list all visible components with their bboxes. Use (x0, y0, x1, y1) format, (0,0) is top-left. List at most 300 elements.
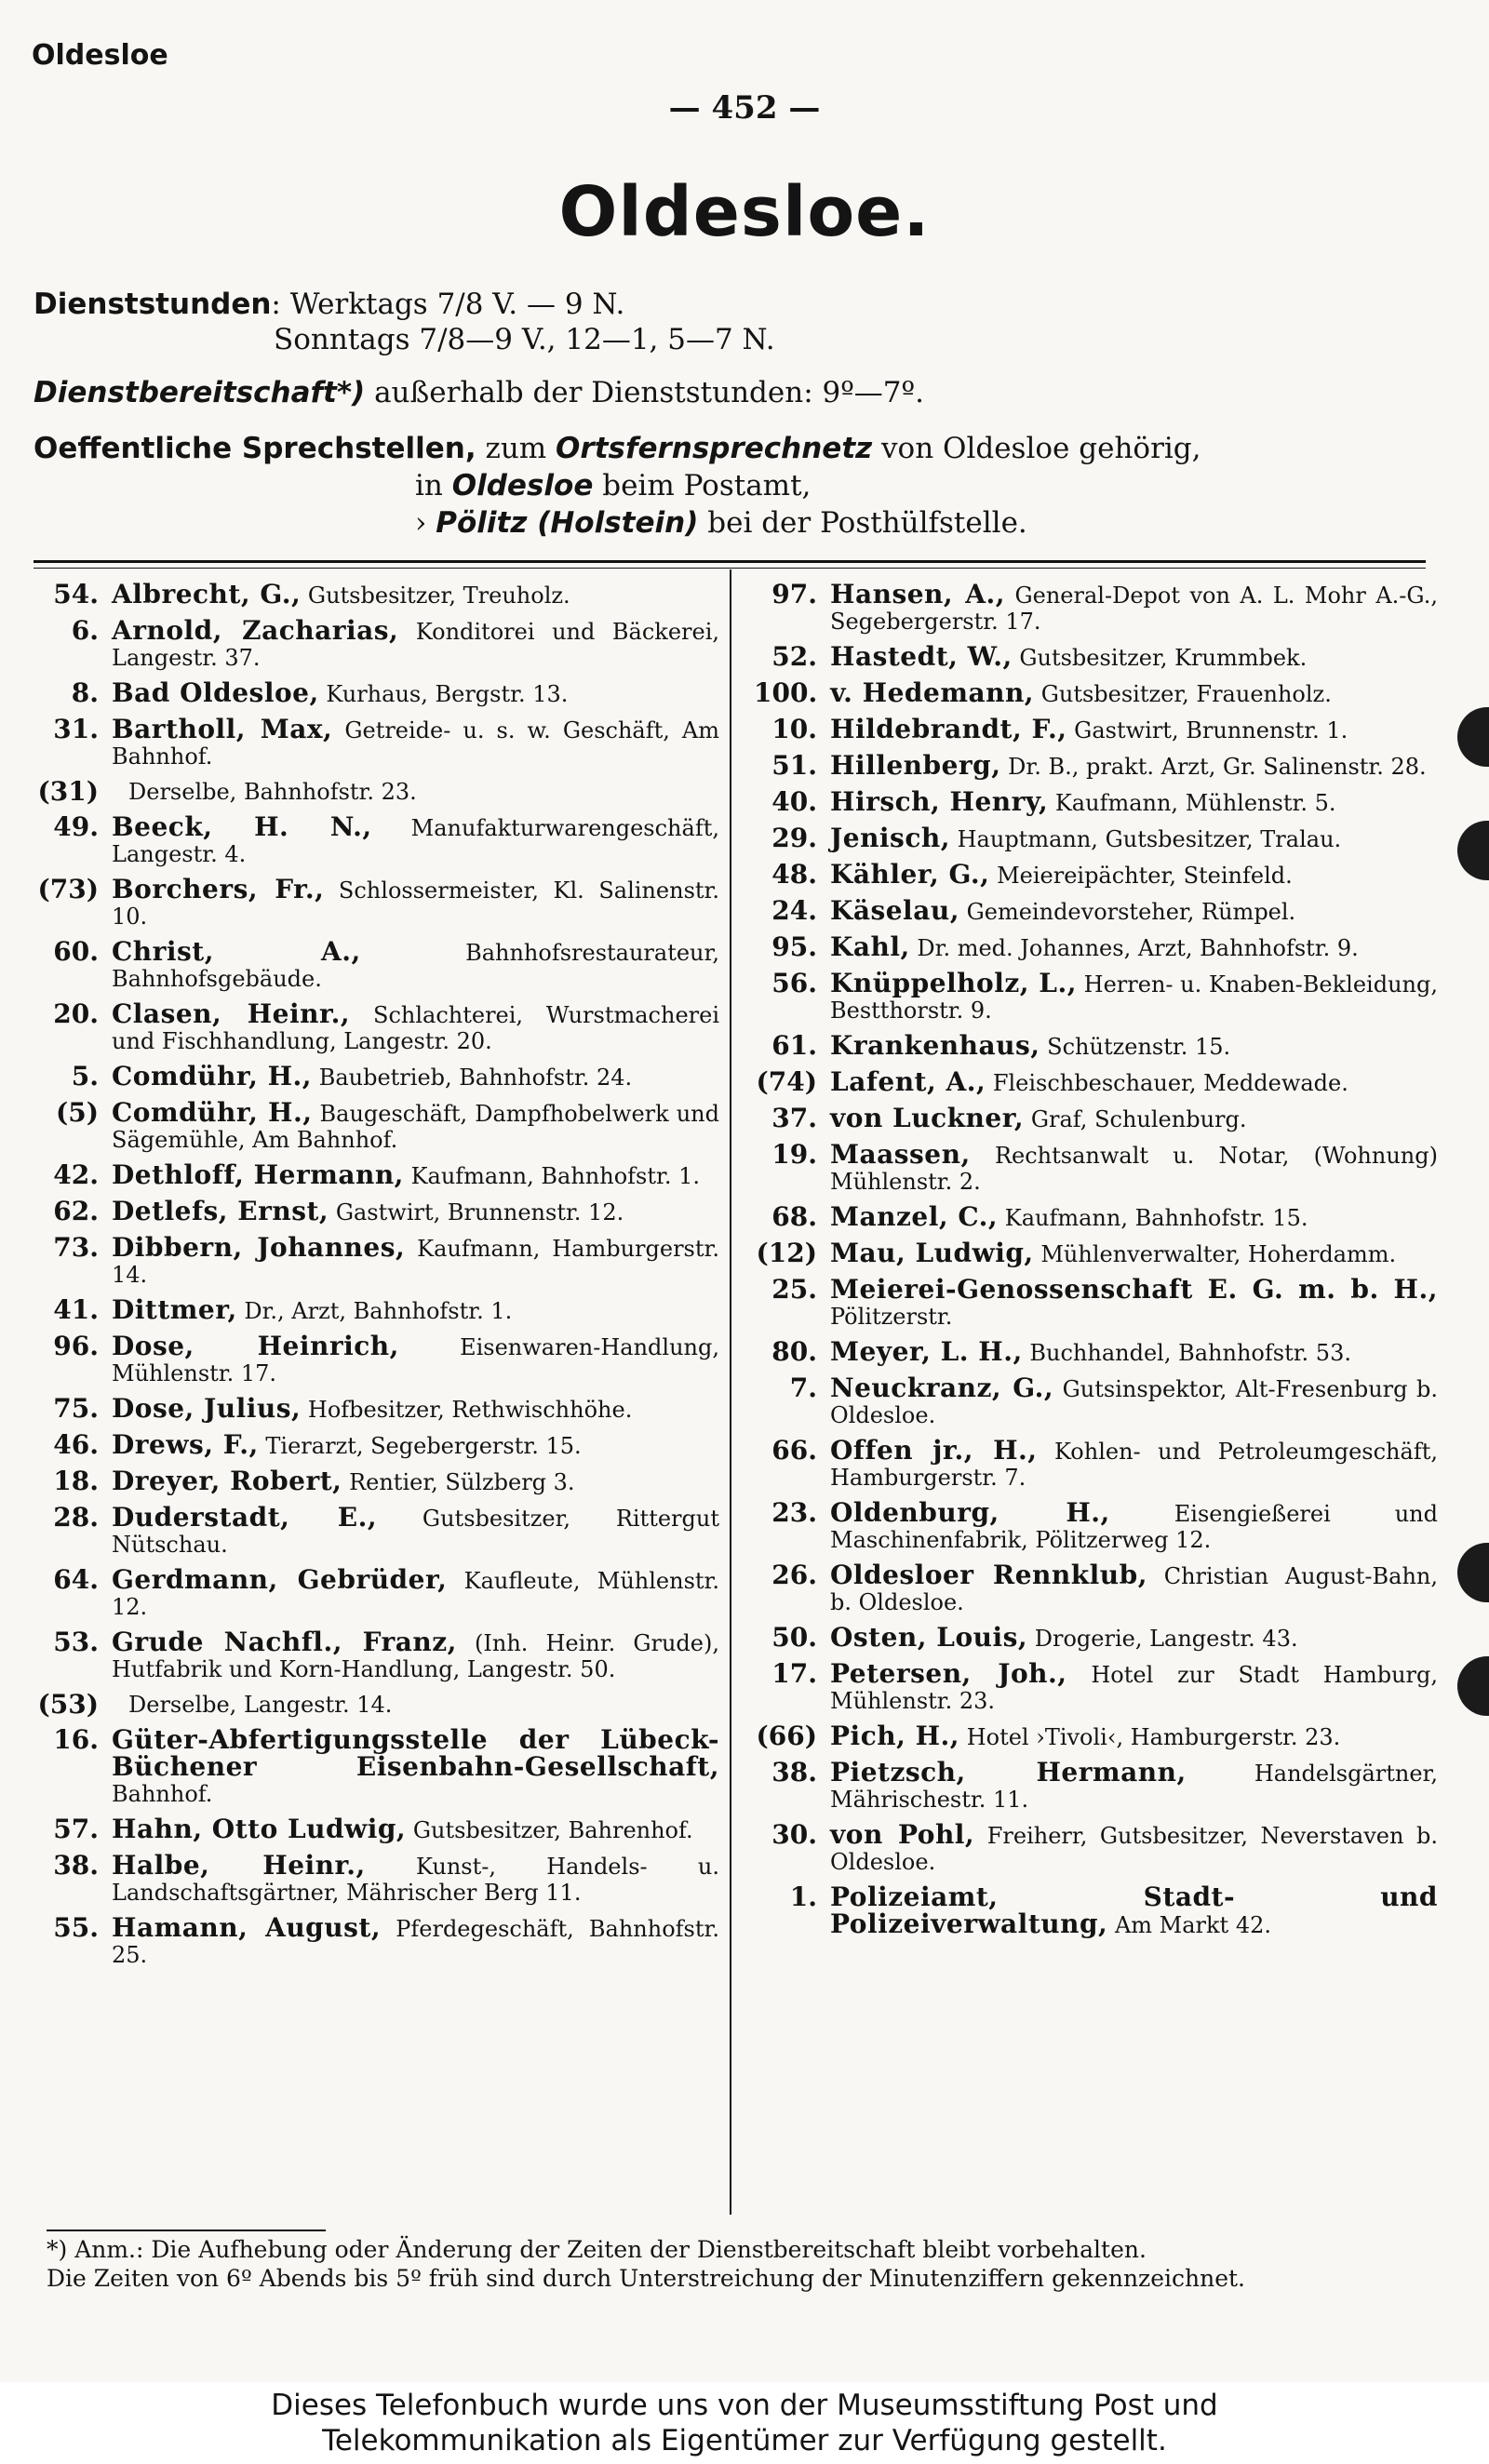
directory-entry (754, 1201, 1438, 1232)
subscriber-details: Dr. med. Johannes, Arzt, Bahnhofstr. 9. (917, 935, 1359, 961)
phone-number: (66) (756, 1721, 817, 1751)
subscriber-name: Hastedt, W., (830, 641, 1013, 672)
phone-number: 8. (71, 677, 99, 708)
subscriber-name: Duderstadt, E., (112, 1502, 378, 1533)
directory-entry (35, 1294, 719, 1325)
entry-text (830, 1622, 1438, 1653)
subscriber-details: Hauptmann, Gutsbesitzer, Tralau. (957, 826, 1342, 852)
public-phones-label: Oeffentliche Sprechstellen, (34, 432, 476, 465)
page-title: Oldesloe. (558, 172, 931, 252)
subscriber-name: Dreyer, Robert, (112, 1466, 342, 1496)
subscriber-name: Mau, Ludwig, (830, 1238, 1034, 1268)
entry-text (112, 1816, 719, 1843)
subscriber-details: Dr. B., prakt. Arzt, Gr. Salinenstr. 28. (1008, 754, 1427, 780)
directory-entry (35, 677, 719, 708)
subscriber-name: Pich, H., (830, 1721, 960, 1751)
directory-entry (35, 716, 719, 770)
subscriber-name: Käselau, (830, 895, 959, 926)
public-phones-section (34, 430, 1201, 542)
subscriber-details: Meiereipächter, Steinfeld. (997, 863, 1293, 889)
entry-text (830, 1105, 1438, 1132)
entry-text (112, 1692, 719, 1718)
directory-entry (35, 1629, 719, 1682)
phone-number: 96. (53, 1331, 99, 1361)
binder-hole (1457, 1656, 1489, 1716)
entry-text (830, 1562, 1438, 1615)
header-rule-thin (34, 568, 1426, 569)
phone-number: 31. (53, 714, 99, 744)
phone-number: (53) (37, 1689, 99, 1720)
footer-line-1: Dieses Telefonbuch wurde uns von der Museumsstiftung Post und (271, 2389, 1218, 2422)
location-suffix: bei der Posthülfstelle. (707, 506, 1027, 540)
entry-text (830, 1757, 1438, 1813)
entry-text (112, 615, 719, 671)
directory-entry (754, 1819, 1438, 1875)
directory-entry (35, 579, 719, 609)
directory-entry (754, 1497, 1438, 1553)
entry-text (830, 786, 1438, 817)
subscriber-details: Buchhandel, Bahnhofstr. 53. (1029, 1340, 1351, 1366)
subscriber-details: (Inh. Heinr. Grude), Hutfabrik und Korn-Handlung, Langestr. 50. (112, 1630, 719, 1682)
directory-entry (35, 1097, 719, 1153)
phone-number: 28. (53, 1502, 99, 1533)
subscriber-details: Eisengießerei und Maschinenfabrik, Pölitzerweg 12. (830, 1501, 1438, 1553)
subscriber-details: Bahnhof. (112, 1781, 213, 1807)
directory-entry (754, 1139, 1438, 1195)
subscriber-details: Handelsgärtner, Mährischestr. 11. (830, 1761, 1438, 1813)
subscriber-name: v. Hedemann, (830, 677, 1035, 708)
subscriber-name: Albrecht, G., (112, 579, 302, 609)
entry-text (830, 1336, 1438, 1367)
subscriber-details: Gemeindevorsteher, Rümpel. (966, 899, 1296, 925)
subscriber-name: Güter-Abfertigungsstelle der Lübeck-Büchener Eisenbahn-Gesellschaft, (112, 1724, 719, 1782)
entry-text (112, 1468, 719, 1495)
subscriber-details: Tierarzt, Segebergerstr. 15. (265, 1433, 582, 1459)
directory-entry (35, 1393, 719, 1424)
location-prefix: in (415, 469, 443, 502)
phone-number: 75. (53, 1393, 99, 1424)
footnote-line-2: Die Zeiten von 6º Abends bis 5º früh sind durch Unterstreichung der Minutenziffern gekennzeichnet. (47, 2265, 1246, 2292)
entry-text (112, 779, 719, 805)
entry-text (830, 1881, 1438, 1939)
subscriber-details: Kaufmann, Hamburgerstr. 14. (112, 1236, 719, 1288)
location-place: Pölitz (Holstein) (436, 506, 699, 540)
subscriber-name: Bartholl, Max, (112, 714, 333, 744)
phone-number: 54. (53, 579, 99, 609)
phone-number: 48. (771, 859, 817, 890)
directory-entry (754, 579, 1438, 635)
entry-text (830, 641, 1438, 672)
subscriber-details: Hofbesitzer, Rethwischhöhe. (307, 1397, 633, 1423)
phone-number: (12) (756, 1238, 817, 1268)
phone-number: 57. (53, 1814, 99, 1844)
directory-entry (35, 1159, 719, 1190)
subscriber-details: Am Markt 42. (1114, 1912, 1271, 1938)
phone-number: (74) (756, 1066, 817, 1097)
entry-text (112, 1850, 719, 1906)
entry-text (112, 1196, 719, 1226)
entry-text (112, 1912, 719, 1968)
subscriber-details: Derselbe, Bahnhofstr. 23. (128, 779, 417, 805)
subscriber-name: Hansen, A., (830, 579, 1005, 609)
entry-text (830, 677, 1438, 708)
phone-number: 26. (771, 1560, 817, 1590)
subscriber-details: Pölitzerstr. (830, 1304, 953, 1330)
subscriber-name: Detlefs, Ernst, (112, 1196, 329, 1226)
directory-entry (35, 1061, 719, 1091)
subscriber-name: Kähler, G., (830, 859, 990, 890)
left-column (35, 579, 719, 1977)
footnote-line-1: *) Anm.: Die Aufhebung oder Änderung der Zeiten der Dienstbereitschaft bleibt vorbehalten. (47, 2236, 1147, 2263)
phone-number: 52. (771, 641, 817, 672)
subscriber-details: Kunst-, Handels- u. Landschaftsgärtner, Mährischer Berg 11. (112, 1854, 719, 1906)
binder-hole (1457, 707, 1489, 767)
entry-text (830, 1375, 1438, 1428)
footer-notice (0, 2382, 1489, 2464)
directory-entry (754, 716, 1438, 743)
entry-text (830, 825, 1438, 852)
phone-number: 46. (53, 1429, 99, 1460)
standby-section (34, 376, 924, 409)
phone-number: (5) (56, 1097, 99, 1128)
subscriber-name: Clasen, Heinr., (112, 998, 351, 1029)
entry-text (112, 1333, 719, 1386)
subscriber-details: Hotel ›Tivoli‹, Hamburgerstr. 23. (966, 1724, 1341, 1750)
subscriber-details: Christian August-Bahn, b. Oldesloe. (830, 1563, 1438, 1615)
directory-entry (35, 811, 719, 867)
phone-number: 20. (53, 998, 99, 1029)
directory-entry (35, 1689, 719, 1720)
subscriber-details: Kohlen- und Petroleumgeschäft, Hamburgerstr. 7. (830, 1439, 1438, 1491)
phone-number: 18. (53, 1466, 99, 1496)
subscriber-name: Pietzsch, Hermann, (830, 1757, 1187, 1788)
subscriber-details: Pferdegeschäft, Bahnhofstr. 25. (112, 1916, 719, 1968)
phone-number: 73. (53, 1232, 99, 1263)
subscriber-details: Schützenstr. 15. (1047, 1034, 1231, 1060)
subscriber-name: Hirsch, Henry, (830, 786, 1049, 817)
subscriber-details: Gastwirt, Brunnenstr. 1. (1074, 717, 1348, 743)
subscriber-details: Gastwirt, Brunnenstr. 12. (335, 1199, 624, 1225)
subscriber-name: Halbe, Heinr., (112, 1850, 366, 1881)
entry-text (830, 1274, 1438, 1330)
subscriber-details: Konditorei und Bäckerei, Langestr. 37. (112, 619, 719, 671)
subscriber-name: Comdühr, H., (112, 1097, 313, 1128)
phone-number: 42. (53, 1159, 99, 1190)
phone-number: 80. (771, 1336, 817, 1367)
subscriber-name: Osten, Louis, (830, 1622, 1028, 1653)
phone-number: (31) (37, 776, 99, 807)
public-phones-text: zum (485, 432, 547, 465)
subscriber-details: Herren- u. Knaben-Bekleidung, Bestthorstr. 9. (830, 971, 1438, 1024)
subscriber-details: Kaufleute, Mühlenstr. 12. (112, 1568, 719, 1620)
phone-number: 16. (53, 1724, 99, 1755)
phone-number: 49. (53, 811, 99, 842)
phone-number: 60. (53, 936, 99, 967)
phone-number: 55. (53, 1912, 99, 1943)
subscriber-details: Hotel zur Stadt Hamburg, Mühlenstr. 23. (830, 1662, 1438, 1714)
subscriber-name: Meyer, L. H., (830, 1336, 1023, 1367)
subscriber-details: Gutsbesitzer, Treuholz. (307, 583, 570, 609)
subscriber-details: Baubetrieb, Bahnhofstr. 24. (318, 1065, 633, 1091)
subscriber-name: von Luckner, (830, 1103, 1025, 1133)
subscriber-name: Knüppelholz, L., (830, 968, 1077, 998)
directory-entry (754, 1723, 1438, 1750)
entry-text (830, 1030, 1438, 1061)
entry-text (830, 1658, 1438, 1714)
subscriber-details: Getreide- u. s. w. Geschäft, Am Bahnhof. (112, 717, 719, 770)
subscriber-name: Beeck, H. N., (112, 811, 372, 842)
phone-number: 51. (771, 750, 817, 781)
directory-entry (35, 1429, 719, 1460)
phone-number: 25. (771, 1274, 817, 1305)
subscriber-details: Eisenwaren-Handlung, Mühlenstr. 17. (112, 1334, 719, 1386)
entry-text (830, 1435, 1438, 1491)
subscriber-name: Gerdmann, Gebrüder, (112, 1564, 448, 1595)
service-hours-label: Dienststunden (34, 288, 272, 321)
phone-number: 56. (771, 968, 817, 998)
entry-text (112, 1724, 719, 1807)
entry-text (830, 895, 1438, 926)
subscriber-details: Rechtsanwalt u. Notar, (Wohnung) Mühlenstr. 2. (830, 1143, 1438, 1195)
entry-text (830, 1723, 1438, 1750)
phone-number: 5. (71, 1061, 99, 1091)
standby-label: Dienstbereitschaft*) (34, 376, 366, 409)
directory-entry (754, 750, 1438, 781)
standby-text: außerhalb der Dienststunden: 9º—7º. (374, 376, 924, 409)
subscriber-name: Grude Nachfl., Franz, (112, 1627, 457, 1657)
entry-text (112, 677, 719, 708)
phone-number: 6. (71, 615, 99, 646)
entry-text (112, 1429, 719, 1460)
subscriber-details: General-Depot von A. L. Mohr A.-G., Segebergerstr. 17. (830, 583, 1438, 635)
entry-text (830, 1201, 1438, 1232)
subscriber-name: Lafent, A., (830, 1066, 986, 1097)
entry-text (112, 716, 719, 770)
running-head: Oldesloe (32, 39, 168, 72)
entry-text (112, 1159, 719, 1190)
directory-entry (754, 1105, 1438, 1132)
column-divider (730, 569, 731, 2215)
directory-entry (754, 895, 1438, 926)
phone-number: 61. (771, 1030, 817, 1061)
footnote-rule (47, 2230, 326, 2231)
entry-text (830, 1240, 1438, 1267)
directory-entry (754, 1435, 1438, 1491)
subscriber-details: Drogerie, Langestr. 43. (1034, 1626, 1298, 1652)
directory-entry (754, 1562, 1438, 1615)
entry-text (112, 1061, 719, 1091)
directory-entry (754, 1274, 1438, 1330)
directory-entry (35, 1232, 719, 1288)
subscriber-name: Meierei-Genossenschaft E. G. m. b. H., (830, 1274, 1438, 1305)
entry-text (112, 1629, 719, 1682)
subscriber-name: Bad Oldesloe, (112, 677, 319, 708)
subscriber-details: Graf, Schulenburg. (1030, 1106, 1247, 1132)
directory-entry (35, 615, 719, 671)
location-place: Oldesloe (451, 469, 594, 502)
subscriber-details: Gutsinspektor, Alt-Fresenburg b. Oldesloe. (830, 1376, 1438, 1428)
phone-location-poelitz (34, 504, 1201, 542)
phone-number: 7. (789, 1373, 817, 1403)
directory-entry (754, 1757, 1438, 1813)
phone-number: 19. (771, 1139, 817, 1170)
phone-number: 37. (771, 1103, 817, 1133)
subscriber-name: Hamann, August, (112, 1912, 382, 1943)
phone-number: (73) (37, 874, 99, 904)
phone-number: 62. (53, 1196, 99, 1226)
directory-entry (35, 1564, 719, 1620)
directory-entry (754, 1622, 1438, 1653)
entry-text (112, 998, 719, 1054)
phone-number: 100. (754, 677, 818, 708)
phone-number: 53. (53, 1627, 99, 1657)
directory-entry (35, 1816, 719, 1843)
phone-number: 30. (771, 1819, 817, 1850)
entry-text (112, 1502, 719, 1558)
entry-text (112, 1393, 719, 1424)
directory-entry (754, 1375, 1438, 1428)
binder-hole (1457, 1543, 1489, 1602)
phone-number: 40. (771, 786, 817, 817)
footnote (47, 2235, 1442, 2293)
subscriber-details: Kaufmann, Bahnhofstr. 15. (1004, 1205, 1308, 1231)
phone-number: 41. (53, 1294, 99, 1325)
directory-entry (754, 1030, 1438, 1061)
subscriber-details: Gutsbesitzer, Bahrenhof. (412, 1817, 693, 1843)
subscriber-details: Bahnhofsrestaurateur, Bahnhofsgebäude. (112, 940, 719, 992)
subscriber-name: Neuckranz, G., (830, 1373, 1054, 1403)
subscriber-details: Rentier, Sülzberg 3. (349, 1469, 575, 1495)
directory-entry (35, 1333, 719, 1386)
directory-entry (754, 825, 1438, 852)
location-suffix: beim Postamt, (602, 469, 812, 502)
entry-text (830, 1497, 1438, 1553)
subscriber-name: von Pohl, (830, 1819, 975, 1850)
phone-number: 38. (53, 1850, 99, 1881)
subscriber-details: Fleischbeschauer, Meddewade. (992, 1070, 1348, 1096)
entry-text (830, 931, 1438, 962)
subscriber-name: Arnold, Zacharias, (112, 615, 399, 646)
subscriber-name: Krankenhaus, (830, 1030, 1040, 1061)
subscriber-details: Kaufmann, Bahnhofstr. 1. (410, 1163, 700, 1189)
subscriber-details: Schlachterei, Wurstmacherei und Fischhandlung, Langestr. 20. (112, 1002, 719, 1054)
subscriber-name: Oldenburg, H., (830, 1497, 1110, 1528)
subscriber-details: Mühlenverwalter, Hoherdamm. (1040, 1241, 1397, 1267)
phone-number: 29. (771, 823, 817, 853)
phone-number: 68. (771, 1201, 817, 1232)
subscriber-name: Oldesloer Rennklub, (830, 1560, 1147, 1590)
subscriber-name: Dose, Heinrich, (112, 1331, 399, 1361)
subscriber-name: Hillenberg, (830, 750, 1001, 781)
entry-text (830, 968, 1438, 1024)
directory-entry (754, 677, 1438, 708)
subscriber-name: Dethloff, Hermann, (112, 1159, 404, 1190)
directory-entry (35, 776, 719, 807)
phone-number: 38. (771, 1757, 817, 1788)
subscriber-name: Dittmer, (112, 1294, 237, 1325)
footer-line-2: Telekommunikation als Eigentümer zur Verfügung gestellt. (322, 2424, 1167, 2457)
subscriber-details: Baugeschäft, Dampfhobelwerk und Sägemühle, Am Bahnhof. (112, 1101, 719, 1153)
subscriber-name: Offen jr., H., (830, 1435, 1038, 1466)
public-phones-text-2: von Oldesloe gehörig, (881, 432, 1201, 465)
subscriber-name: Hildebrandt, F., (830, 714, 1067, 744)
entry-text (112, 811, 719, 867)
directory-entry (754, 859, 1438, 890)
directory-entry (35, 1724, 719, 1807)
entry-text (112, 874, 719, 930)
directory-entry (35, 998, 719, 1054)
directory-entry (754, 931, 1438, 962)
phone-number: 17. (771, 1658, 817, 1689)
directory-entry (754, 1066, 1438, 1097)
entry-text (830, 1819, 1438, 1875)
entry-text (830, 1139, 1438, 1195)
entry-text (112, 936, 719, 992)
entry-text (830, 750, 1438, 781)
subscriber-details: Freiherr, Gutsbesitzer, Neverstaven b. Oldesloe. (830, 1823, 1438, 1875)
phone-location-oldesloe (34, 467, 1201, 504)
phone-number: 97. (771, 579, 817, 609)
network-name: Ortsfernsprechnetz (556, 432, 873, 465)
directory-entry (35, 874, 719, 930)
phone-number: 66. (771, 1435, 817, 1466)
subscriber-name: Hahn, Otto Ludwig, (112, 1814, 407, 1844)
directory-entry (754, 786, 1438, 817)
subscriber-details: Gutsbesitzer, Frauenholz. (1040, 681, 1332, 707)
location-prefix: › (415, 506, 427, 540)
subscriber-name: Christ, A., (112, 936, 361, 967)
subscriber-name: Maassen, (830, 1139, 971, 1170)
entry-text (112, 1097, 719, 1153)
binder-hole (1457, 821, 1489, 880)
subscriber-details: Manufakturwarengeschäft, Langestr. 4. (112, 815, 719, 867)
phone-number: 24. (771, 895, 817, 926)
directory-entry (35, 1912, 719, 1968)
entry-text (830, 716, 1438, 743)
subscriber-details: Schlossermeister, Kl. Salinenstr. 10. (112, 877, 719, 930)
subscriber-name: Manzel, C., (830, 1201, 999, 1232)
subscriber-details: Kurhaus, Bergstr. 13. (326, 681, 569, 707)
directory-entry (35, 1468, 719, 1495)
entry-text (830, 579, 1438, 635)
directory-entry (754, 641, 1438, 672)
entry-text (112, 1294, 719, 1325)
directory-entry (35, 1502, 719, 1558)
subscriber-name: Dose, Julius, (112, 1393, 302, 1424)
right-column (754, 579, 1438, 1948)
subscriber-name: Drews, F., (112, 1429, 259, 1460)
subscriber-details: Dr., Arzt, Bahnhofstr. 1. (244, 1298, 513, 1324)
phone-number: 10. (771, 714, 817, 744)
directory-entry (35, 936, 719, 992)
subscriber-name: Kahl, (830, 931, 910, 962)
service-hours: Dienststunden: Werktags 7/8 V. — 9 N. Sonntags 7/8—9 V., 12—1, 5—7 N. (34, 288, 775, 356)
entry-text (830, 859, 1438, 890)
entry-text (830, 1066, 1438, 1097)
directory-entry (35, 1850, 719, 1906)
page-number: — 452 — (668, 89, 821, 127)
phone-number: 64. (53, 1564, 99, 1595)
directory-entry (754, 1658, 1438, 1714)
subscriber-name: Petersen, Joh., (830, 1658, 1067, 1689)
weekday-hours: Werktags 7/8 V. — 9 N. (289, 288, 625, 321)
sunday-hours: Sonntags 7/8—9 V., 12—1, 5—7 N. (274, 323, 775, 356)
subscriber-details: Gutsbesitzer, Krummbek. (1019, 645, 1308, 671)
entry-text (112, 1564, 719, 1620)
subscriber-name: Jenisch, (830, 823, 950, 853)
header-rule (34, 560, 1426, 563)
phone-number: 95. (771, 931, 817, 962)
